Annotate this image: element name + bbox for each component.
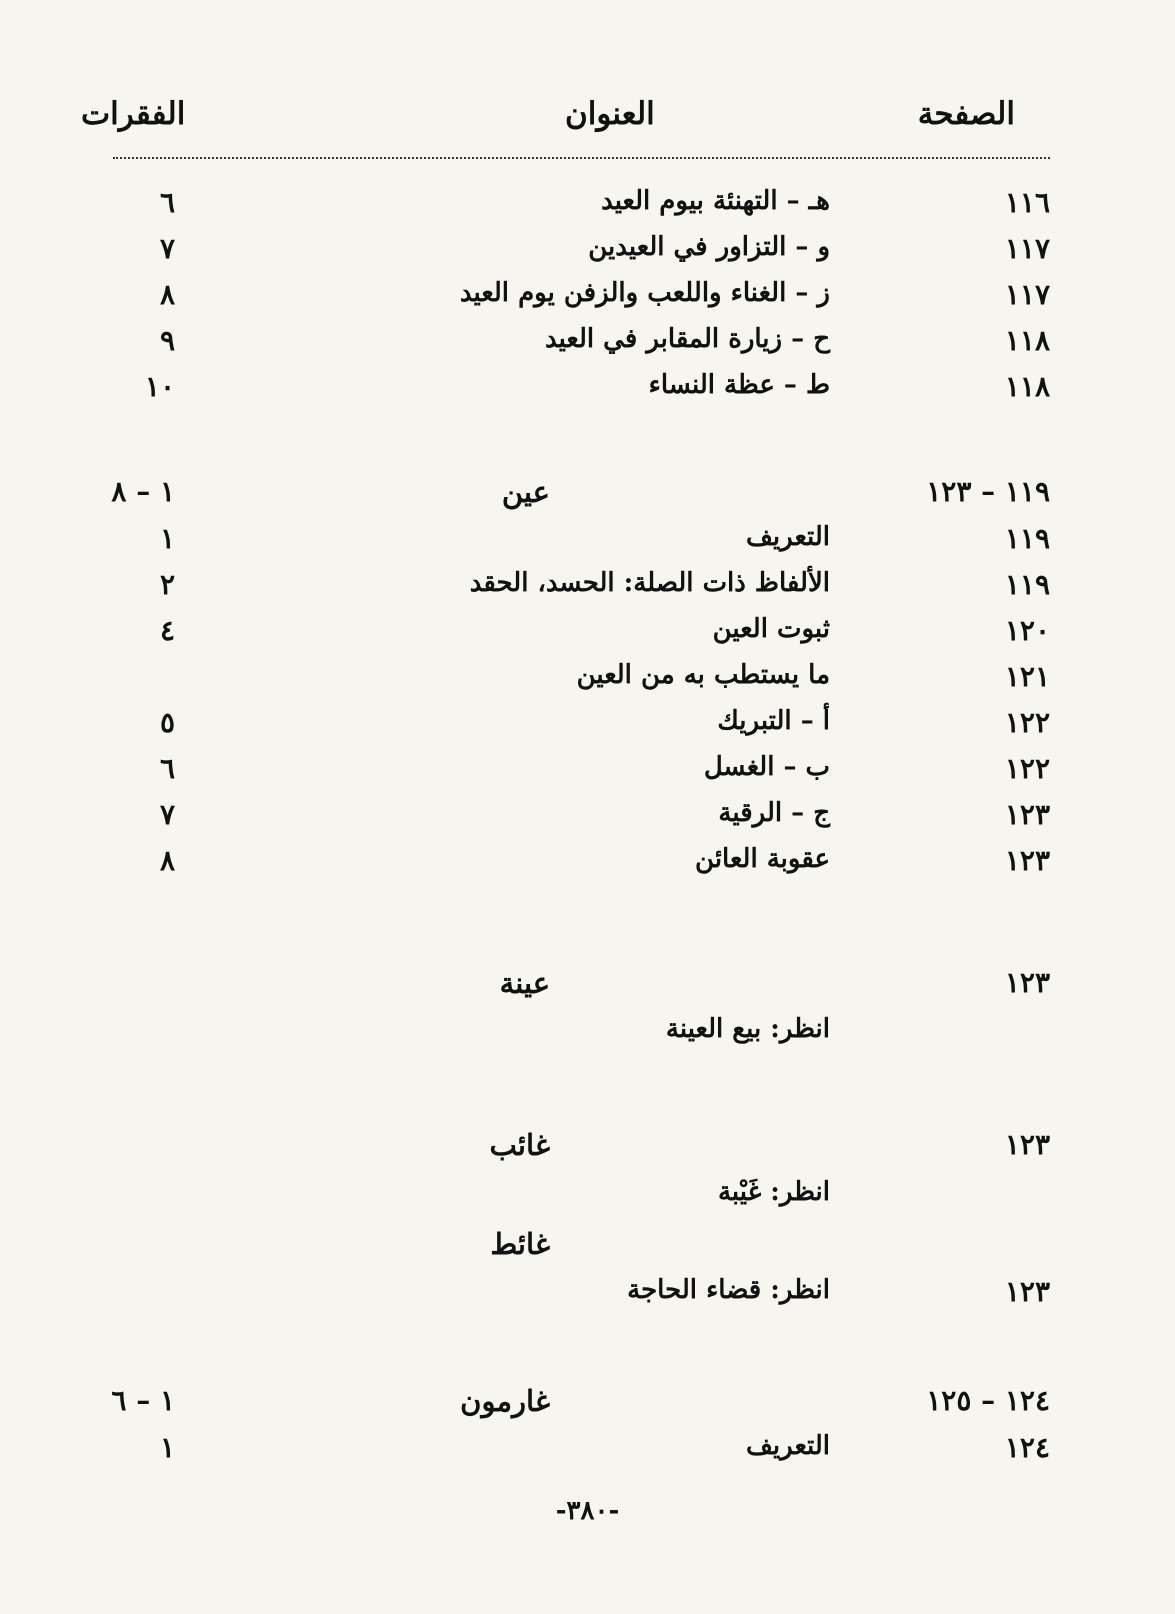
title-cell: ب – الغسل [703,752,830,782]
paragraph-cell: ٤ [159,614,175,647]
page-number: -٣٨٠- [555,1496,620,1526]
page-cell: ١٢٣ [1004,844,1050,877]
table-row [0,966,1175,1010]
paragraph-cell: ١ – ٨ [111,475,175,508]
page-cell: ١١٧ [1004,232,1050,265]
table-row [0,706,1175,750]
entry-heading: عينة [499,966,550,1000]
page-cell: ١٢٣ [1004,1128,1050,1161]
title-cell: ثبوت العين [712,614,830,644]
title-cell: هـ – التهنئة بيوم العيد [601,186,830,216]
page-cell: ١١٩ – ١٢٣ [926,475,1050,508]
page-cell: ١٢٢ [1004,706,1050,739]
page-cell: ١٢٤ [1004,1431,1050,1464]
title-cell: و – التزاور في العيدين [588,232,830,262]
paragraph-cell: ٦ [159,186,175,219]
entry-heading: غائب [489,1128,550,1162]
title-cell: انظر: قضاء الحاجة [627,1275,830,1305]
table-row [0,278,1175,322]
title-cell: ز – الغناء واللعب والزفن يوم العيد [459,278,830,308]
entry-heading: غائط [490,1227,550,1261]
column-header-title: العنوان [565,96,655,132]
table-row [0,324,1175,368]
table-row [0,232,1175,276]
table-row [0,370,1175,414]
table-row [0,568,1175,612]
paragraph-cell: ٧ [159,798,175,831]
page-cell: ١١٨ [1004,324,1050,357]
table-row [0,844,1175,888]
title-cell: عقوبة العائن [695,844,830,874]
paragraph-cell: ٩ [159,324,175,357]
dotted-divider [113,157,1050,159]
paragraph-cell: ١ [159,522,175,555]
page-cell: ١١٩ [1004,522,1050,555]
page-cell: ١٢١ [1004,660,1050,693]
title-cell: انظر: غَيْبة [717,1177,830,1207]
page-cell: ١٢٠ [1004,614,1050,647]
title-cell: التعريف [745,522,830,552]
page-cell: ١٢٤ – ١٢٥ [926,1384,1050,1417]
paragraph-cell: ٨ [159,844,175,877]
page-cell: ١١٨ [1004,370,1050,403]
paragraph-cell: ١٠ [144,370,175,403]
entry-heading: عين [501,475,550,509]
table-row [0,1177,1175,1221]
table-row [0,1227,1175,1271]
paragraph-cell: ٥ [159,706,175,739]
paragraph-cell: ١ – ٦ [111,1384,175,1417]
title-cell: ط – عظة النساء [648,370,830,400]
page-cell: ١٢٣ [1004,1275,1050,1308]
title-cell: الألفاظ ذات الصلة: الحسد، الحقد [469,568,830,598]
title-cell: انظر: بيع العينة [665,1014,830,1044]
table-row [0,798,1175,842]
page-cell: ١٢٢ [1004,752,1050,785]
table-row [0,752,1175,796]
page-cell: ١١٧ [1004,278,1050,311]
table-row [0,1275,1175,1319]
paragraph-cell: ٧ [159,232,175,265]
page-cell: ١٢٣ [1004,966,1050,999]
column-header-paragraphs: الفقرات [81,96,186,132]
title-cell: ح – زيارة المقابر في العيد [544,324,830,354]
paragraph-cell: ٦ [159,752,175,785]
page-cell: ١٢٣ [1004,798,1050,831]
paragraph-cell: ٨ [159,278,175,311]
table-row [0,186,1175,230]
table-row [0,475,1175,519]
entry-heading: غارمون [460,1384,550,1418]
page-cell: ١١٩ [1004,568,1050,601]
table-row [0,1128,1175,1172]
column-header-page: الصفحة [917,96,1015,132]
paragraph-cell: ٢ [159,568,175,601]
title-cell: التعريف [745,1431,830,1461]
table-row [0,1014,1175,1058]
table-row [0,1431,1175,1475]
page-cell: ١١٦ [1004,186,1050,219]
table-row [0,614,1175,658]
paragraph-cell: ١ [159,1431,175,1464]
title-cell: ج – الرقية [718,798,830,828]
title-cell: أ – التبريك [717,706,830,736]
title-cell: ما يستطب به من العين [576,660,830,690]
table-row [0,1384,1175,1428]
table-row [0,660,1175,704]
table-row [0,522,1175,566]
